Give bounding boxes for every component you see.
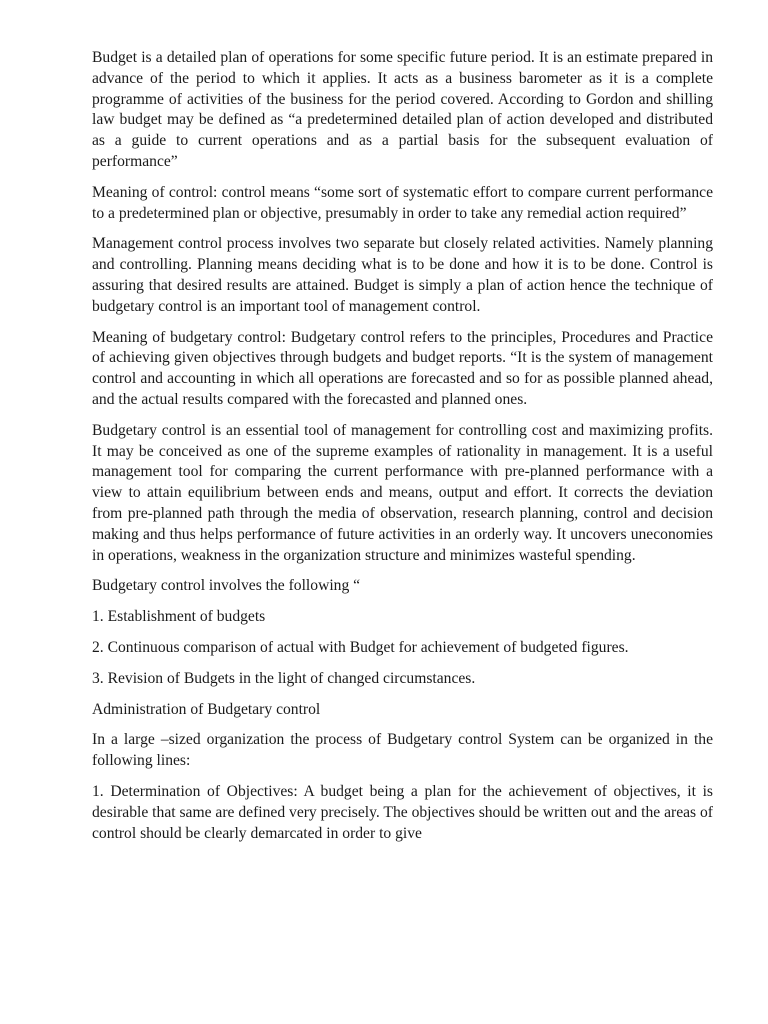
section-heading-administration: Administration of Budgetary control [92,700,321,718]
list-item-continuous-comparison: 2. Continuous comparison of actual with Budget for achievement of budgeted figures. [92,638,629,656]
list-item-determination-of-objectives: 1. Determination of Objectives: A budget being a plan for the achievement of objectives, it is desirable that same are defined very precisely. The objectives should be written out and the areas of control should be clearly demarcated in order to give [92,782,713,842]
paragraph-management-control-process: Management control process involves two separate but closely related activities. Namely planning and controlling. Planning means deciding what is to be done and how it is to be done. Control is assuring that desired results are attained. Budget is simply a plan of action hence the technique of budgetary control is an important tool of management control. [92,235,713,315]
paragraph-involves-following: Budgetary control involves the following “ [92,577,361,595]
document-page [92,48,713,854]
paragraph-meaning-of-budgetary-control: Meaning of budgetary control: Budgetary control refers to the principles, Procedures and Practice of achieving given objectives through budgets and budget reports. “It is the system of management control and accounting in which all operations are forecasted and so for as possible planned ahead, and the actual results compared with the forecasted and planned ones. [92,328,713,408]
paragraph-budgetary-control-tool: Budgetary control is an essential tool of management for controlling cost and maximizing profits. It may be conceived as one of the supreme examples of rationality in management. It is a useful management tool for comparing the current performance with pre-planned performance with a view to attain equilibrium between ends and means, output and effort. It corrects the deviation from pre-planned path through the media of observation, research planning, control and decision making and thus helps performance of future activities in an orderly way. It uncovers uneconomies in operations, weakness in the organization structure and minimizes wasteful spending. [92,421,713,564]
paragraph-large-sized-organization: In a large –sized organization the process of Budgetary control System can be organized in the following lines: [92,731,713,770]
list-item-establishment: 1. Establishment of budgets [92,608,266,626]
paragraph-meaning-of-control: Meaning of control: control means “some sort of systematic effort to compare current performance to a predetermined plan or objective, presumably in order to take any remedial action required” [92,183,713,222]
paragraph-budget-definition: Budget is a detailed plan of operations for some specific future period. It is an estimate prepared in advance of the period to which it applies. It acts as a business barometer as it is a complete programme of activities of the business for the period covered. According to Gordon and shilling law budget may be defined as “a predetermined detailed plan of action developed and distributed as a guide to current operations and as a partial basis for the subsequent evaluation of performance” [92,49,713,170]
list-item-revision: 3. Revision of Budgets in the light of changed circumstances. [92,669,476,687]
